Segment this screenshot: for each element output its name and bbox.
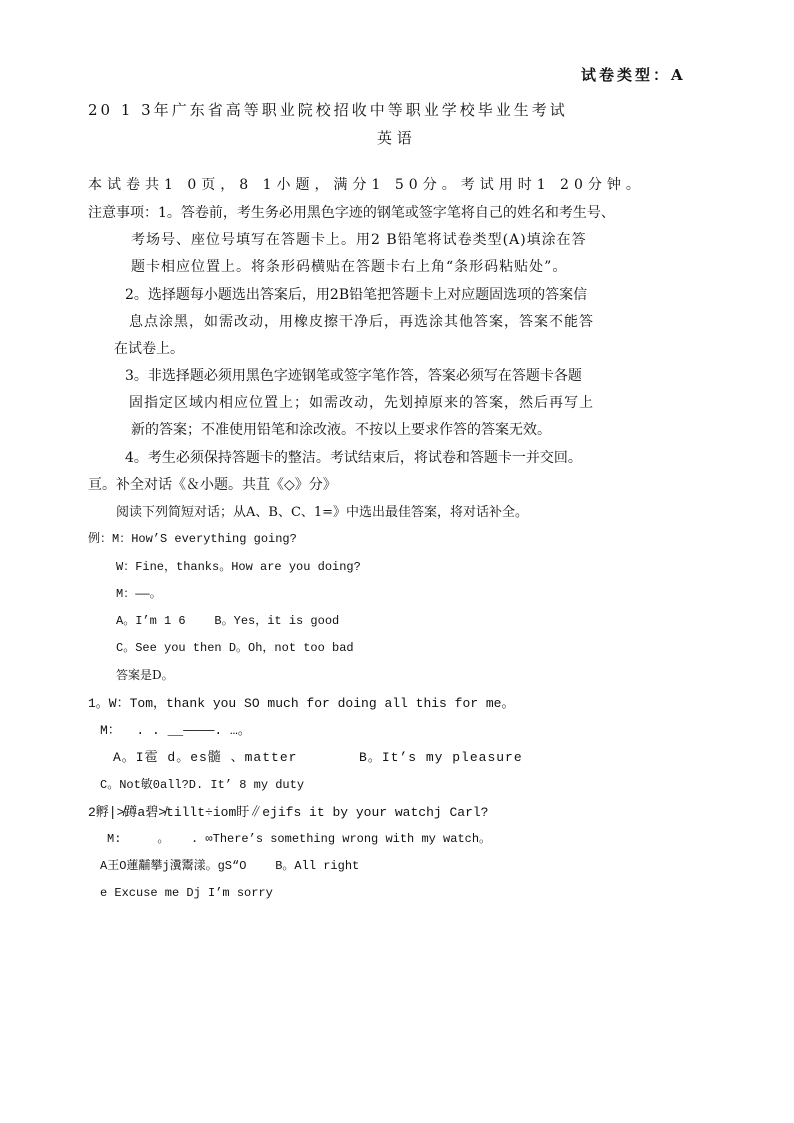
- note-4-line-1: 4。考生必须保持答题卡的整洁。考试结束后，将试卷和答题卡一并交回。: [125, 450, 582, 466]
- section-heading: 亘。补全对话《＆小题。共苴《◇》分》: [88, 477, 337, 493]
- example-line-4: A。I’m 1 6 B。Yes，it is good: [116, 614, 340, 628]
- question-2-line-3: A王O蓮黼攀j瀵鬻漾。gS“O B。All right: [100, 859, 360, 873]
- note-1-line-3: 题卡相应位置上。将条形码横贴在答题卡右上角“条形码粘贴处”。: [131, 259, 568, 275]
- example-line-1: 例：M：How’S everything going?: [88, 532, 297, 546]
- summary-line: 本试卷共1 0页，8 1小题，满分1 50分。考试用时1 20分钟。: [88, 177, 645, 193]
- example-line-5: C。See you then D。Oh，not too bad: [116, 641, 354, 655]
- note-3-line-2: 固指定区域内相应位置上；如需改动，先划掉原来的答案，然后再写上: [129, 395, 594, 411]
- question-1-line-4: C。Not敏0all?D. It’ 8 my duty: [100, 778, 305, 792]
- note-3-line-1: 3。非选择题必须用黑色字迹钢笔或签字笔作答，答案必须写在答题卡各题: [125, 368, 582, 384]
- section-instruction: 阅读下列简短对话；从A、B、C、1=》中选出最佳答案，将对话补全。: [116, 505, 529, 520]
- note-2-line-1: 2。选择题每小题选出答案后，用2B铅笔把答题卡上对应题固选项的答案信: [125, 287, 588, 303]
- example-answer: 答案是D。: [116, 668, 174, 682]
- question-1-line-2: M： . . __————. …。: [100, 723, 251, 738]
- note-2-line-3: 在试卷上。: [114, 341, 184, 357]
- exam-title: 20 1 3年广东省高等职业院校招收中等职业学校毕业生考试: [88, 101, 568, 119]
- question-2-line-1: 2孵∣≯蹲a碧≯tillt÷iom盱∥ejifs it by your watchj Carl?: [88, 805, 489, 820]
- question-2-line-4: e Excuse me Dj I’m sorry: [100, 886, 273, 900]
- example-line-2: W：Fine，thanks。How are you doing?: [116, 560, 361, 574]
- note-1-line-2: 考场号、座位号填写在答题卡上。用2 B铅笔将试卷类型(A)填涂在答: [131, 232, 587, 248]
- paper-type-label: 试卷类型：A: [581, 66, 686, 84]
- question-1-line-1: 1。W：Tom，thank you SO much for doing all this for me。: [88, 696, 515, 711]
- question-2-line-2: M: 。 . ∞There’s something wrong with my watch。: [107, 832, 492, 846]
- note-2-line-2: 息点涂黑，如需改动，用橡皮擦干净后，再选涂其他答案，答案不能答: [129, 314, 594, 330]
- note-3-line-3: 新的答案；不准使用铅笔和涂改液。不按以上要求作答的答案无效。: [131, 422, 551, 438]
- subject-title: 英 语: [377, 129, 412, 147]
- question-1-line-3: A。I雹 d。es髓 、matter B。It’s my pleasure: [113, 750, 523, 765]
- example-line-3: M：——。: [116, 587, 162, 601]
- notes-heading: 注意事项：1。答卷前，考生务必用黑色字迹的钢笔或签字笔将自己的姓名和考生号、: [88, 205, 615, 221]
